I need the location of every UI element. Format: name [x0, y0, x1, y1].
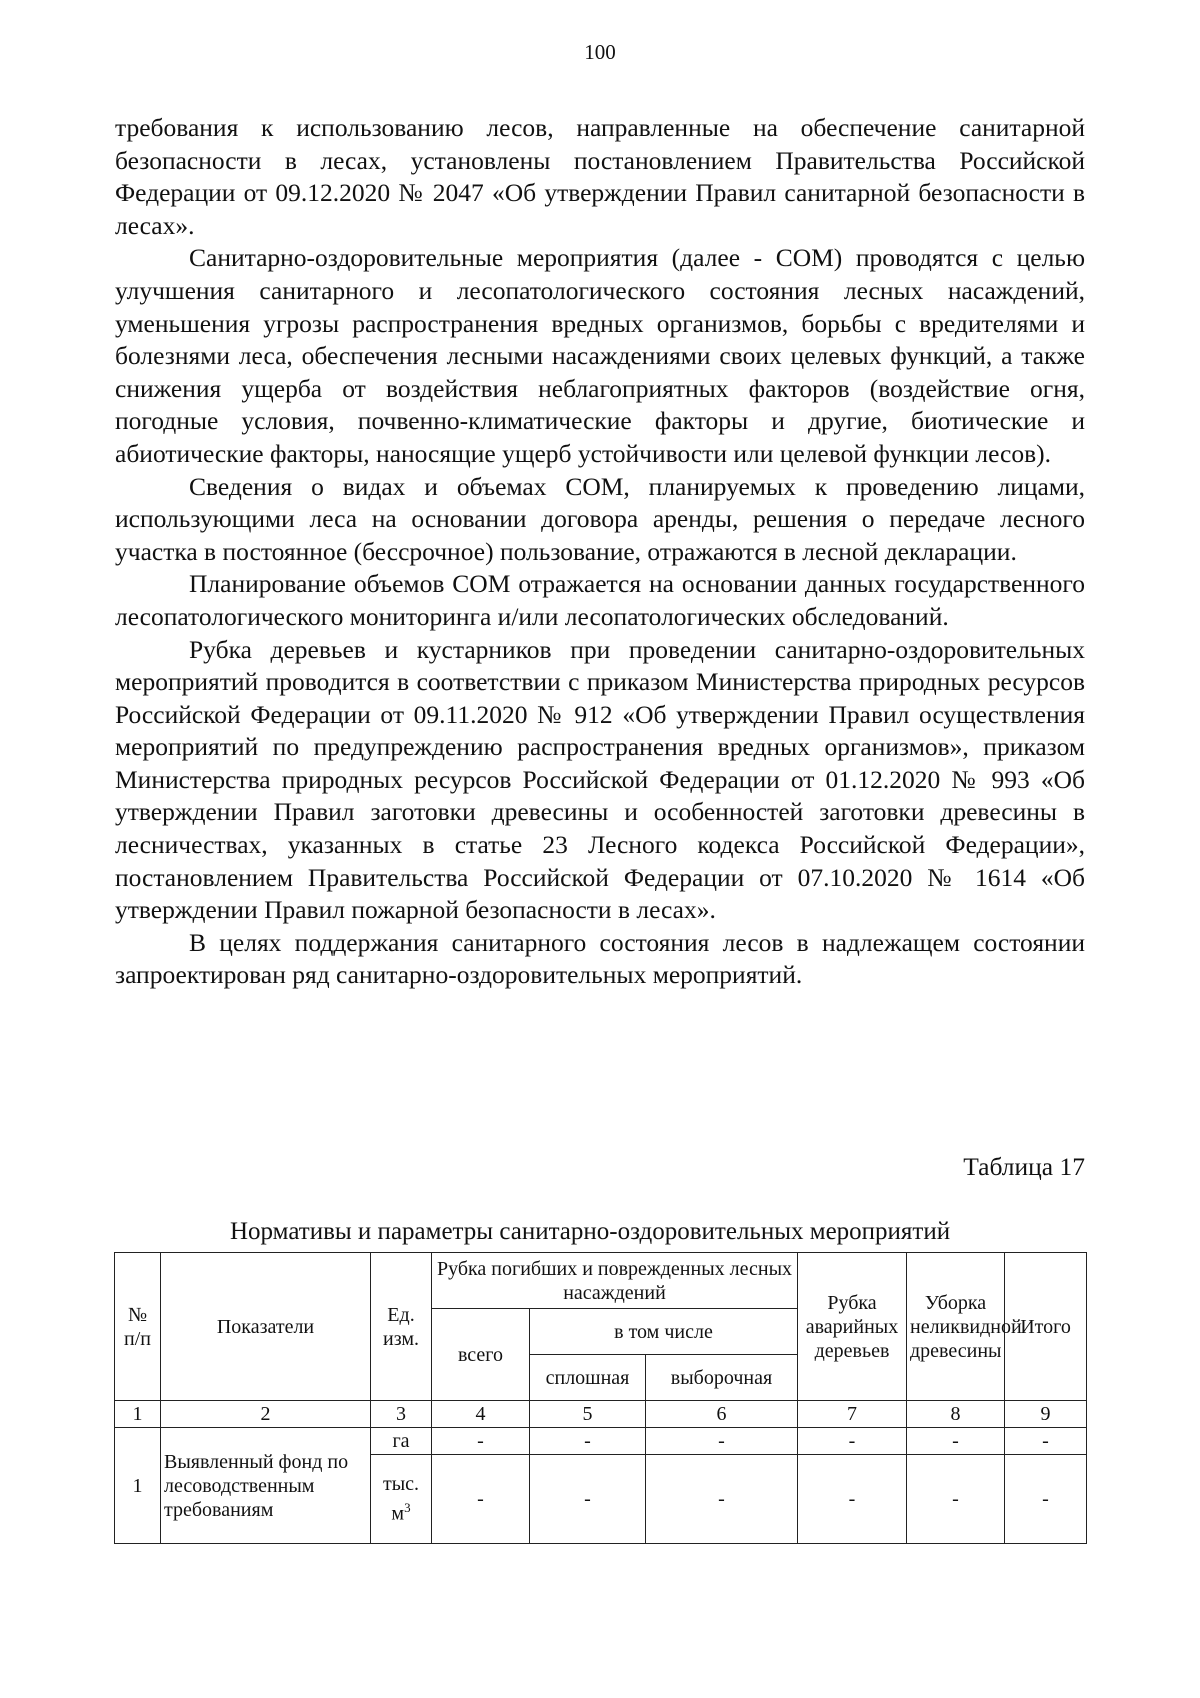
- table-cell: -: [1005, 1428, 1087, 1455]
- header-including: в том числе: [530, 1309, 798, 1355]
- table-title: Нормативы и параметры санитарно-оздоровительных мероприятий: [230, 1218, 951, 1245]
- header-total-all: всего: [432, 1309, 530, 1401]
- table-cell: -: [1005, 1455, 1087, 1544]
- row-unit-m3: [371, 1455, 432, 1544]
- header-felling-group: Рубка погибших и поврежденных лесных насаждений: [432, 1253, 798, 1309]
- column-number: 3: [371, 1401, 432, 1428]
- body-text: [115, 112, 1085, 992]
- column-number: 2: [161, 1401, 371, 1428]
- table-cell: -: [530, 1455, 646, 1544]
- row-num: 1: [115, 1428, 161, 1544]
- paragraph: Планирование объемов СОМ отражается на основании данных государственного лесопатологического мониторинга и/или лесопатологических обследований.: [115, 569, 1085, 631]
- table-cell: -: [907, 1428, 1005, 1455]
- unit-m3-superscript: 3: [404, 1500, 411, 1516]
- table-cell: -: [530, 1428, 646, 1455]
- table-cell: -: [646, 1428, 798, 1455]
- column-number: 4: [432, 1401, 530, 1428]
- column-number: 6: [646, 1401, 798, 1428]
- header-selective: выборочная: [646, 1355, 798, 1401]
- paragraph: требования к использованию лесов, направленные на обеспечение санитарной безопасности в лесах, установлены постановлением Правительства Российской Федерации от 09.12.2020 № 2047 «Об утверждении Правил санитарной безопасности в лесах».: [115, 113, 1085, 240]
- column-number: 8: [907, 1401, 1005, 1428]
- paragraph: В целях поддержания санитарного состояния лесов в надлежащем состоянии запроектирован ряд санитарно-оздоровительных мероприятий.: [115, 927, 1085, 990]
- unit-m3-text: тыс. м: [382, 1473, 420, 1525]
- table-cell: -: [907, 1455, 1005, 1544]
- table-cell: -: [432, 1428, 530, 1455]
- row-unit-ha: га: [371, 1428, 432, 1455]
- header-num: № п/п: [115, 1253, 161, 1401]
- table-cell: -: [798, 1455, 907, 1544]
- header-total: Итого: [1005, 1253, 1087, 1401]
- paragraph: Санитарно-оздоровительные мероприятия (далее - СОМ) проводятся с целью улучшения санитарного и лесопатологического состояния лесных насаждений, уменьшения угрозы распространения вредных организмов, борьбы с вредителями и болезнями леса, обеспечения лесными насаждениями своих целевых функций, а также снижения ущерба от воздействия неблагоприятных факторов (воздействие огня, погодные условия, почвенно-климатические факторы и другие, биотические и абиотические факторы, наносящие ущерб устойчивости или целевой функции лесов).: [115, 243, 1085, 468]
- header-indicators: Показатели: [161, 1253, 371, 1401]
- column-number: 7: [798, 1401, 907, 1428]
- table-cell: -: [432, 1455, 530, 1544]
- row-indicator: Выявленный фонд по лесоводственным требованиям: [161, 1428, 371, 1544]
- column-number: 9: [1005, 1401, 1087, 1428]
- table-cell: -: [798, 1428, 907, 1455]
- norms-table: [114, 1252, 1087, 1544]
- column-number: 1: [115, 1401, 161, 1428]
- column-number: 5: [530, 1401, 646, 1428]
- table-row: [115, 1428, 1087, 1455]
- paragraph: Рубка деревьев и кустарников при проведении санитарно-оздоровительных мероприятий проводится в соответствии с приказом Министерства природных ресурсов Российской Федерации от 09.11.2020 № 912 «Об утверждении Правил осуществления мероприятий по предупреждению распространения вредных организмов», приказом Министерства природных ресурсов Российской Федерации от 01.12.2020 № 993 «Об утверждении Правил заготовки древесины и особенностей заготовки древесины в лесничествах, указанных в статье 23 Лесного кодекса Российской Федерации», постановлением Правительства Российской Федерации от 07.10.2020 № 1614 «Об утверждении Правил пожарной безопасности в лесах».: [115, 634, 1085, 925]
- header-emergency: Рубка аварийных деревьев: [798, 1253, 907, 1401]
- header-clear: сплошная: [530, 1355, 646, 1401]
- table-caption: Таблица 17: [963, 1152, 1085, 1181]
- header-cleanup: Уборка неликвидной древесины: [907, 1253, 1005, 1401]
- header-unit: Ед. изм.: [371, 1253, 432, 1401]
- table-cell: -: [646, 1455, 798, 1544]
- paragraph: Сведения о видах и объемах СОМ, планируемых к проведению лицами, использующими леса на основании договора аренды, решения о передаче лесного участка в постоянное (бессрочное) пользование, отражаются в лесной декларации.: [115, 471, 1085, 566]
- page-number: 100: [584, 40, 616, 64]
